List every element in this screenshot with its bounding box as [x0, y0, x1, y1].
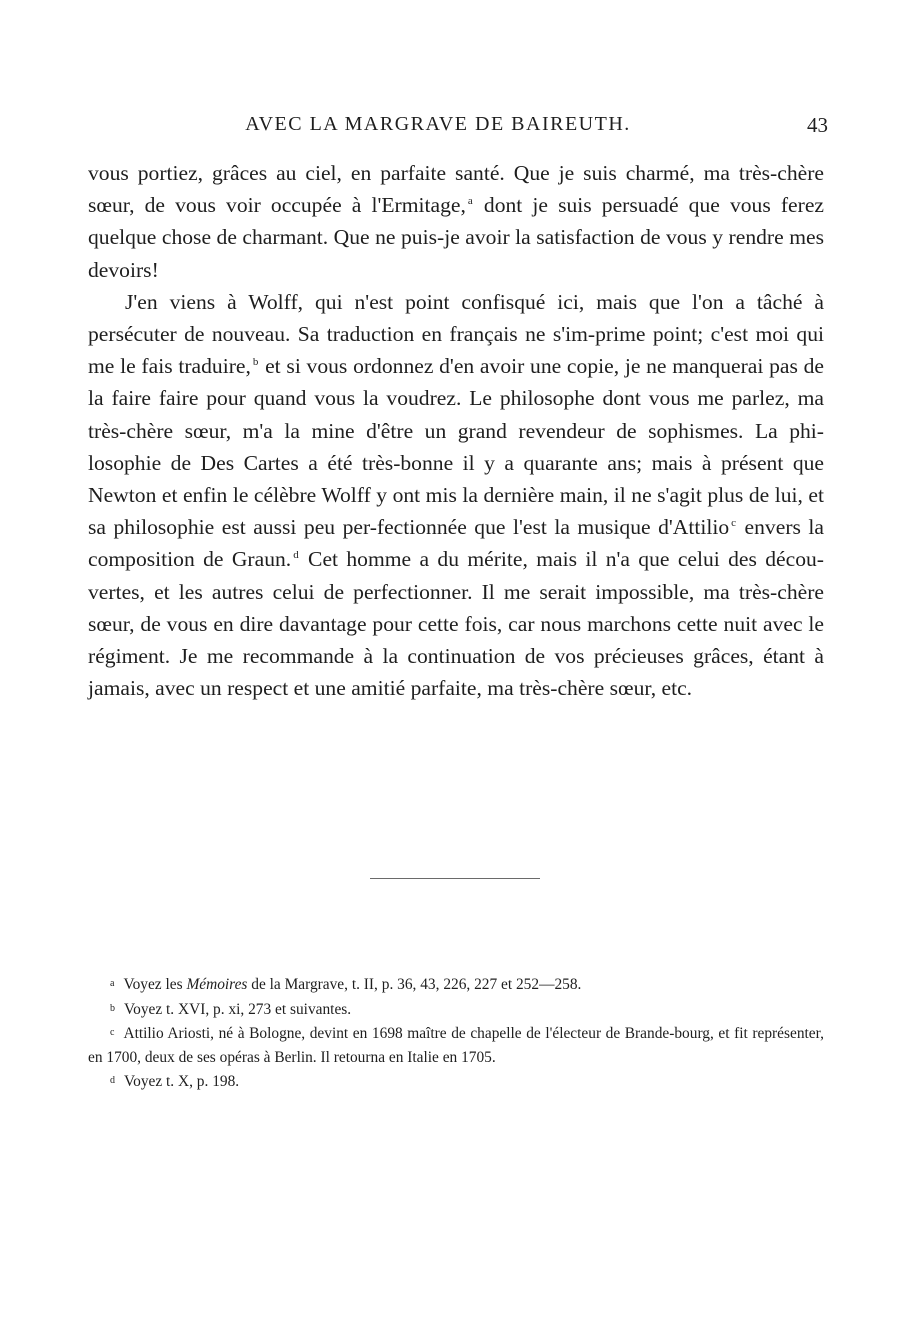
page-number: 43 [807, 113, 828, 137]
paragraph-1-text-1: vous portiez, grâces au ciel, en parfaite santé. Que je suis charmé, ma très-chère sœur, de vous voir occupée à l'Ermitage, [88, 161, 824, 218]
paragraph-2-text-1: J'en viens à Wolff, qui n'est point confisqué ici, mais que l'on a tâché à persécuter de nouveau. Sa traduction en français ne s'im-​prime point; c'est moi qui me le fais traduire, [88, 289, 824, 379]
paragraph-1 [88, 157, 824, 286]
footnotes [88, 972, 824, 1094]
paragraph-2-text-3: envers la composition de Graun. [88, 515, 824, 572]
footnote-ref-b: b [252, 356, 259, 369]
footnote-b [88, 997, 824, 1022]
footnote-mark: c [110, 1027, 115, 1038]
footnote-mark: a [110, 978, 115, 989]
paragraph-1-text-2: dont je suis persuadé que vous ferez quelque chose de charmant. Que ne puis-je avoir la satisfaction de vous y rendre mes devoirs! [88, 193, 824, 282]
footnote-mark: b [110, 1002, 115, 1014]
footnote-d [88, 1069, 824, 1094]
paragraph-2 [88, 286, 824, 705]
footnote-ref-c: c [731, 517, 737, 530]
footnote-mark: d [110, 1075, 115, 1086]
footnote-a [88, 972, 824, 997]
footnote-ref-d: d [293, 549, 299, 562]
footnote-text: Voyez les [123, 976, 187, 993]
footnote-c [88, 1021, 824, 1069]
footnote-italic-title: Mémoires [186, 976, 248, 993]
paragraph-2-text-2: et si vous ordonnez d'en avoir une copie, je ne manquerai pas de la faire faire pour quand vous la voudrez. Le philosophe dont vous me parlez, ma très-chère sœur, m'a la mine d'être un grand revendeur de sophismes. La phi-​losophie de Des Cartes a été très-bonne il y a quarante ans; mais à présent que Newton et enfin le célèbre Wolff y ont mis la dernière main, il ne s'agit plus de lui, et sa philosophie est aussi peu per-​fectionnée que l'est la musique d'Attilio [88, 354, 824, 540]
footnote-text: de la Margrave, t. II, p. 36, 43, 226, 227 et 252—258. [247, 976, 582, 993]
paragraph-2-text-4: Cet homme a du mérite, mais il n'a que celui des décou-​vertes, et les autres celui de perfectionner. Il me serait impossible, ma très-chère sœur, de vous en dire davantage pour cette fois, car nous marchons cette nuit avec le régiment. Je me recommande à la continuation de vos précieuses grâces, étant à jamais, avec un respect et une amitié parfaite, ma très-chère sœur, etc. [88, 547, 824, 701]
running-head [88, 113, 828, 145]
footnote-text: Attilio Ariosti, né à Bologne, devint en 1698 maître de chapelle de l'électeur de Brande-​bourg, et fit représenter, en 1700, deux de ses opéras à Berlin. Il retourna en Italie en 1705. [88, 1025, 824, 1066]
running-title: AVEC LA MARGRAVE DE BAIREUTH. [245, 113, 631, 135]
footnote-ref-a: a [467, 195, 473, 208]
body-text [88, 157, 824, 704]
footnote-text: Voyez t. XVI, p. xi, 273 et suivantes. [124, 1000, 352, 1018]
footnote-text: Voyez t. X, p. 198. [124, 1073, 240, 1090]
footnote-separator-rule [370, 878, 540, 879]
